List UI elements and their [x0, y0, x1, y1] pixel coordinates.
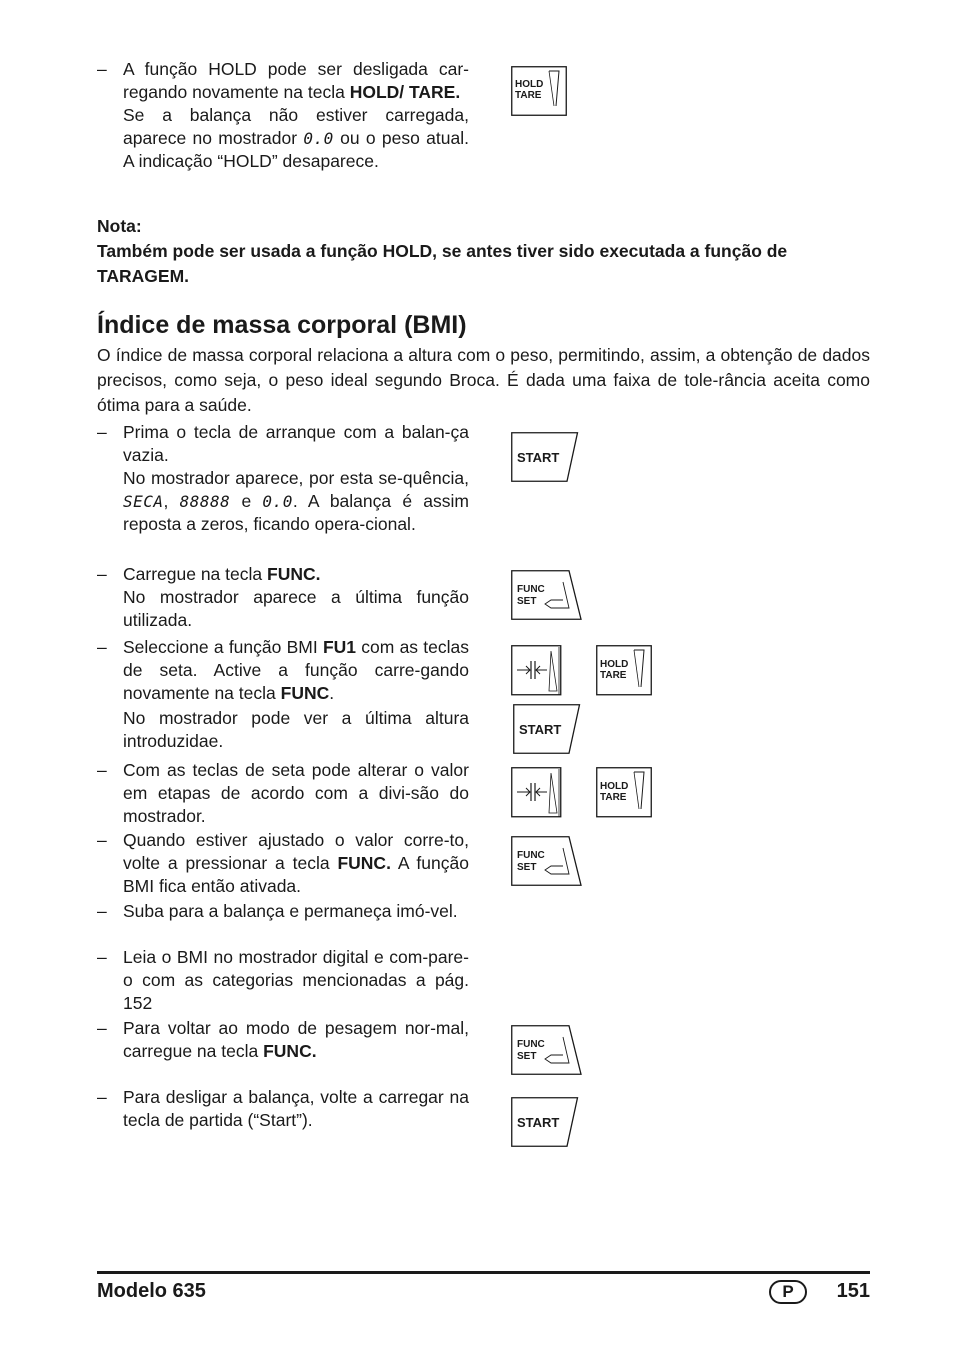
step-text: Carregue na tecla [123, 564, 263, 584]
hold-label: HOLD [600, 659, 629, 670]
hold-off-text: A função HOLD pode ser desligada car-regando novamente na tecla [123, 59, 469, 102]
lcd-zero: 0.0 [262, 492, 293, 511]
step-return-weighing [97, 1017, 469, 1063]
fu1-label: FU1 [322, 637, 357, 657]
arrow-key [511, 767, 563, 819]
bullet-dash: – [97, 564, 107, 584]
step-switch-off [97, 1086, 469, 1132]
bullet-dash: – [97, 947, 107, 967]
hold-tare-key [596, 767, 652, 819]
start-label: START [517, 1115, 560, 1130]
func-label: FUNC [517, 850, 545, 861]
period: . [329, 683, 335, 703]
set-label: SET [517, 1051, 537, 1062]
start-key [513, 704, 581, 754]
start-label: START [517, 450, 560, 465]
step-text: Para voltar ao modo de pesagem nor-mal, carregue na tecla [123, 1018, 469, 1061]
func-set-key [511, 836, 583, 886]
start-key [511, 432, 579, 482]
func-label: FUNC [517, 584, 545, 595]
step-text: Leia o BMI no mostrador digital e com-pare-o com as categorias mencionadas a pág. 152 [123, 947, 469, 1013]
bullet-dash: – [97, 760, 107, 780]
func-key-label: FUNC. [267, 564, 321, 584]
step-text: Suba para a balança e permaneça imó-vel. [123, 901, 458, 921]
hold-label: HOLD [515, 79, 544, 90]
arrow-key [511, 645, 563, 697]
lcd-seca: SECA [123, 492, 164, 511]
bullet-dash: – [97, 1018, 107, 1038]
func-key-label: FUNC [280, 683, 330, 703]
hold-tare-key [596, 645, 652, 697]
lcd-zero: 0.0 [303, 129, 334, 148]
bullet-dash: – [97, 59, 107, 79]
tare-label: TARE [600, 670, 627, 681]
step-select-bmi [97, 636, 469, 753]
section-title: Índice de massa corporal (BMI) [97, 311, 467, 339]
lcd-88888: 88888 [179, 492, 231, 511]
func-label: FUNC [517, 1039, 545, 1050]
section-intro: O índice de massa corporal relaciona a altura com o peso, permitindo, assim, a obtenção de dados precisos, como seja, o peso ideal segundo Broca. É dada uma faixa de tole-rância aceita como ótima para a saúde. [97, 345, 870, 415]
start-label: START [519, 722, 562, 737]
step-text: . A balança é assim reposta a zeros, ficando opera-cional. [123, 491, 469, 534]
step-arrow-adjust [97, 759, 469, 828]
conjunction: e [241, 491, 252, 511]
step-confirm-value [97, 829, 469, 898]
hold-off-text-2: Se a balança não estiver carregada, aparece no mostrador [123, 105, 469, 148]
start-key [511, 1097, 579, 1147]
step-text: No mostrador aparece a última função utilizada. [123, 587, 469, 630]
step-press-func [97, 563, 469, 632]
note-text: Também pode ser usada a função HOLD, se antes tiver sido executada a função de TARAGEM. [97, 241, 788, 286]
footer-model: Modelo 635 [97, 1280, 206, 1302]
step-text: com as teclas de seta. Active a função carre-gando novamente na tecla [123, 637, 470, 703]
set-label: SET [517, 596, 537, 607]
bullet-dash: – [97, 422, 107, 442]
tare-label: TARE [515, 90, 542, 101]
step-text: Quando estiver ajustado o valor corre-to, volte a pressionar a tecla [123, 830, 469, 873]
func-set-key [511, 1025, 583, 1075]
language-badge: P [769, 1280, 807, 1304]
tare-label: TARE [600, 792, 627, 803]
separator: , [163, 491, 169, 511]
step-text: No mostrador pode ver a última altura introduzidae. [123, 708, 469, 751]
hold-tare-key-label: HOLD/ TARE. [349, 82, 461, 102]
step-text: Seleccione a função BMI [123, 637, 318, 657]
note-label: Nota: [97, 216, 142, 236]
func-key-label: FUNC. [337, 853, 391, 873]
step-start-scale [97, 421, 469, 536]
bullet-dash: – [97, 1087, 107, 1107]
step-text: Para desligar a balança, volte a carregar na tecla de partida (“Start”). [123, 1087, 469, 1130]
step-read-bmi [97, 946, 469, 1015]
hold-label: HOLD [600, 781, 629, 792]
func-set-key [511, 570, 583, 620]
hold-tare-key [511, 66, 567, 116]
footer-rule [97, 1271, 870, 1274]
bullet-dash: – [97, 830, 107, 850]
bullet-dash: – [97, 901, 107, 921]
step-text: Com as teclas de seta pode alterar o valor em etapas de acordo com a divi-são do mostrador. [123, 760, 469, 826]
step-text: Prima o tecla de arranque com a balan-ça vazia. [123, 422, 469, 465]
set-label: SET [517, 862, 537, 873]
hold-off-item [97, 58, 469, 173]
func-key-label: FUNC. [263, 1041, 317, 1061]
step-stand-still [97, 900, 469, 923]
step-text: A função BMI fica então ativada. [123, 853, 469, 896]
step-text: No mostrador aparece, por esta se-quência, [123, 468, 469, 488]
hold-off-text-3: ou o peso atual. A indicação “HOLD” desaparece. [123, 128, 469, 171]
bullet-dash: – [97, 637, 107, 657]
page-number: 151 [836, 1280, 870, 1302]
